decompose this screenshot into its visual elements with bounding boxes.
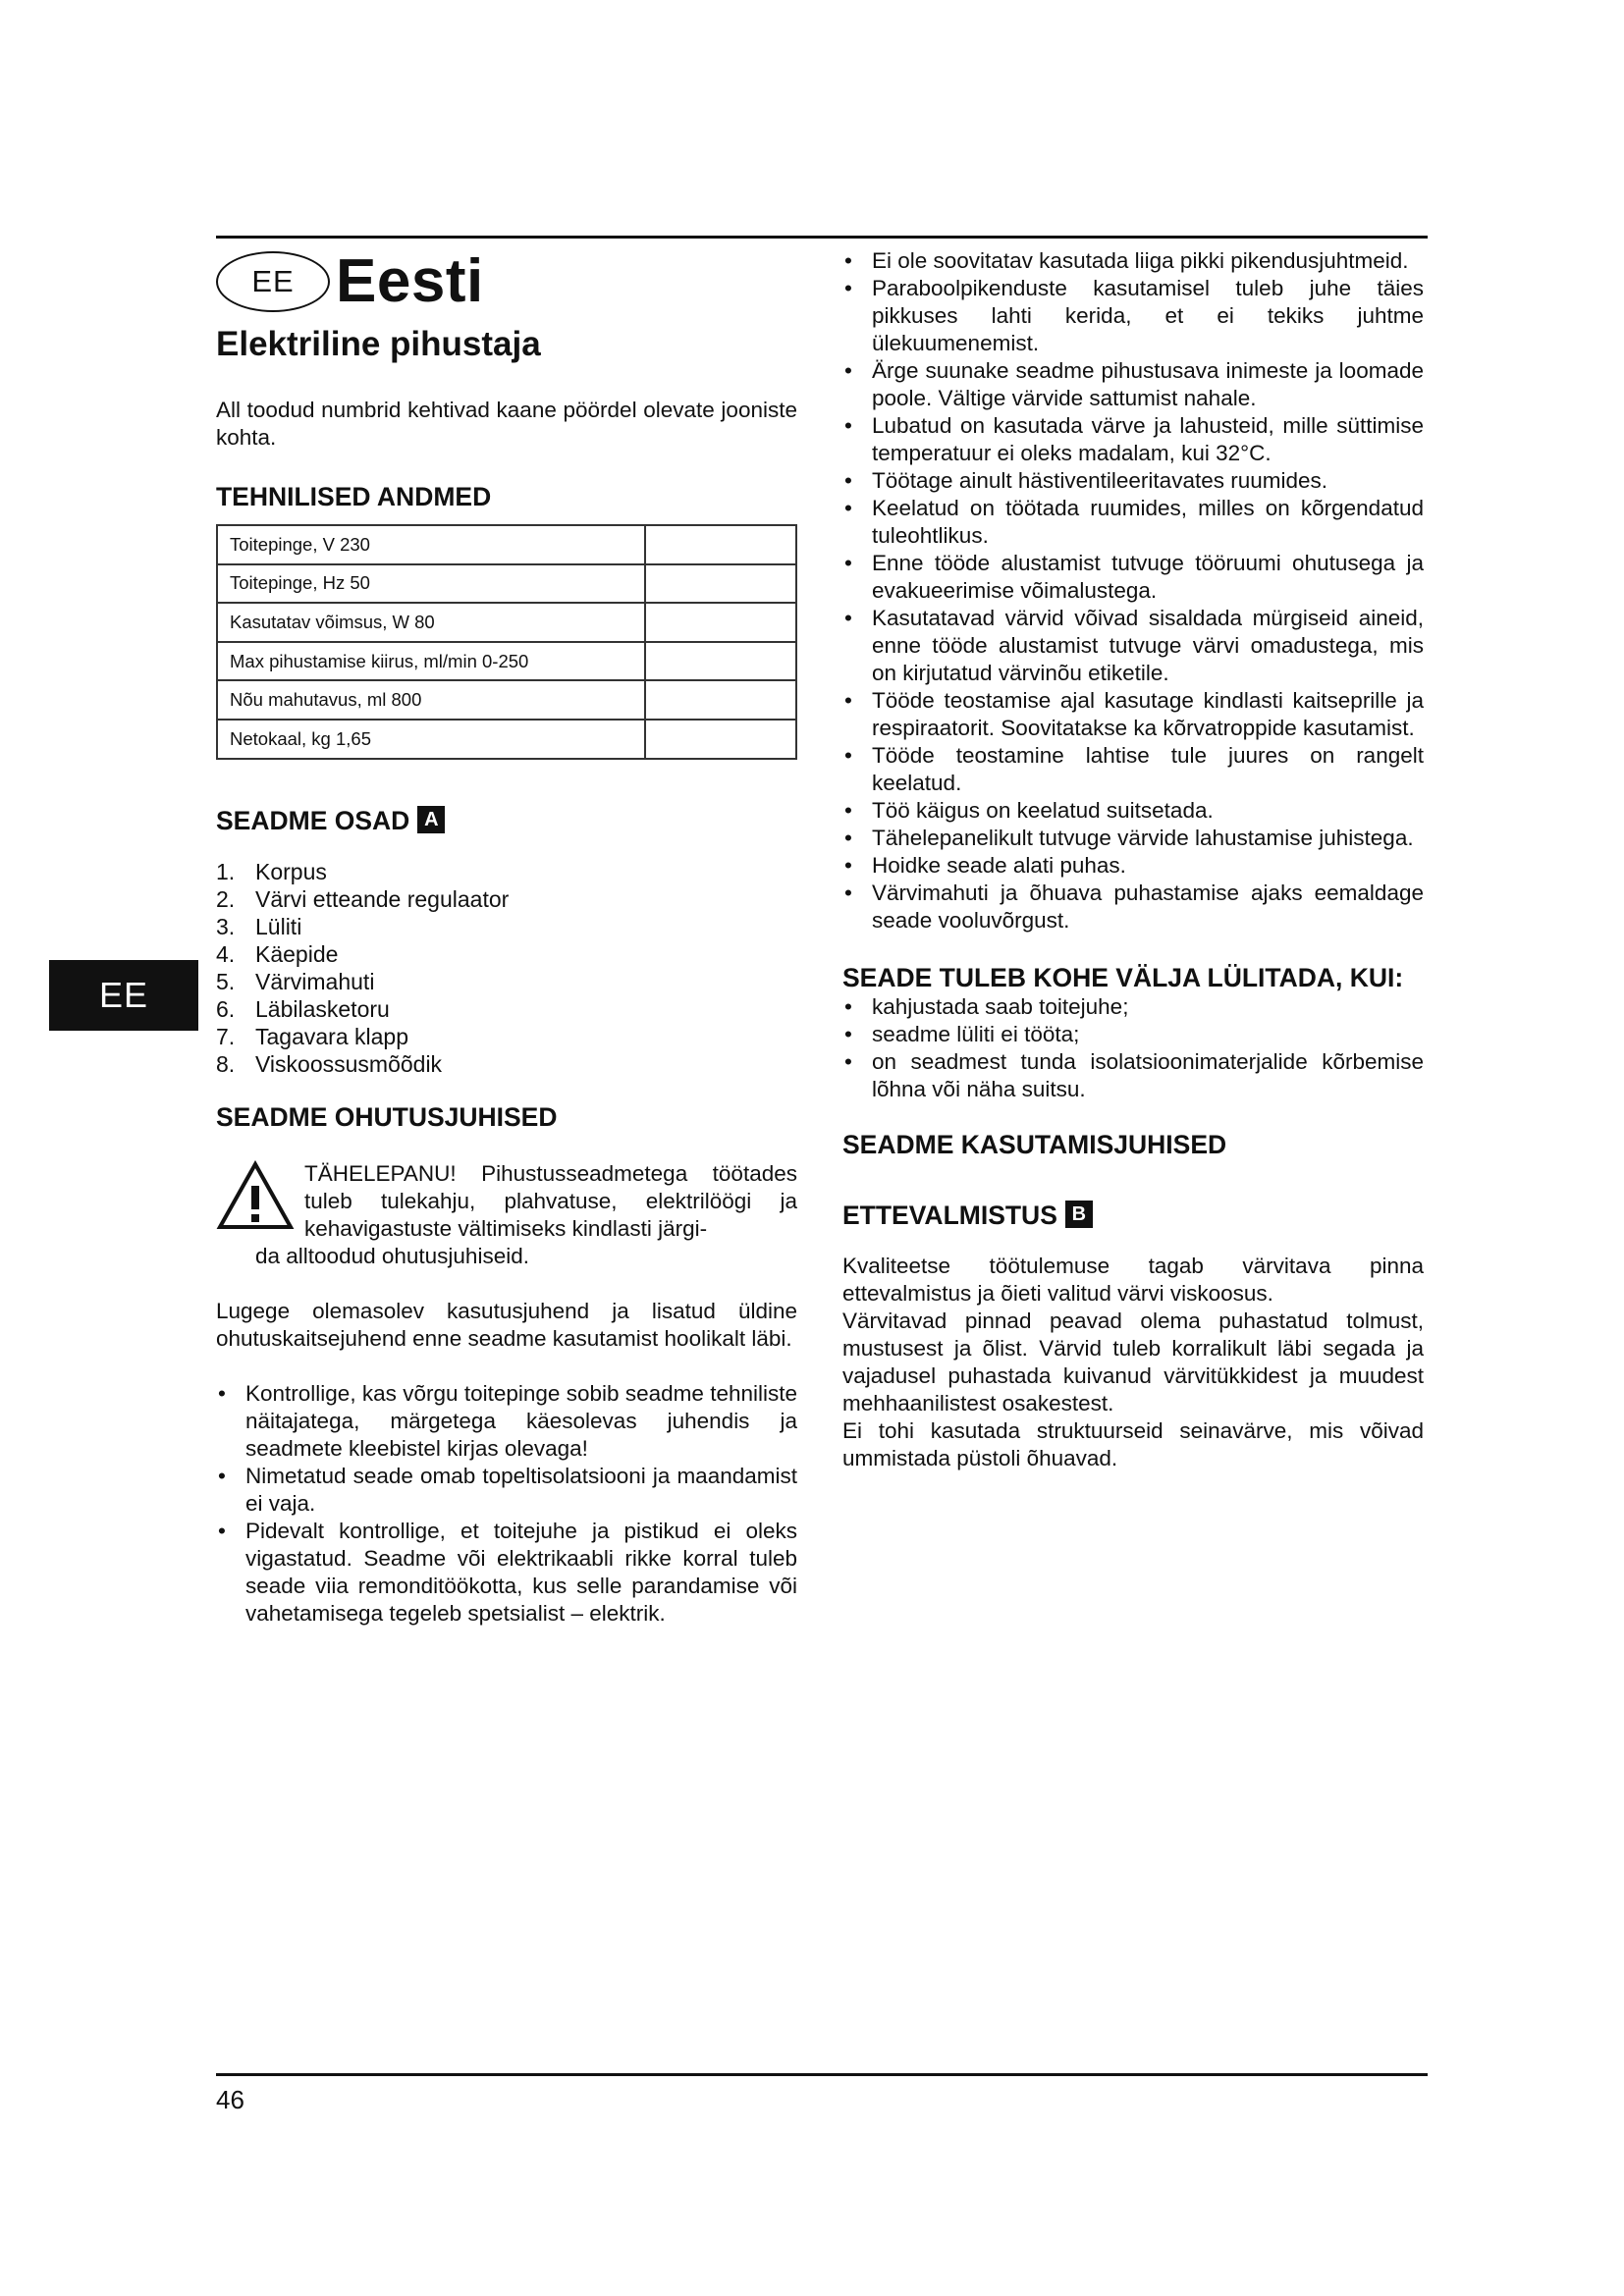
prep-paragraph: Kvaliteetse töötulemuse tagab värvitava pinna ettevalmistus ja õieti valitud värvi viskoosus.	[842, 1254, 1424, 1306]
list-item: 2. Värvi etteande regulaator	[216, 885, 510, 912]
list-item: • kahjustada saab toitejuhe;	[842, 993, 1424, 1021]
list-item: • Keelatud on töötada ruumides, milles on kõrgendatud tuleohtlikus.	[842, 495, 1424, 550]
spec-cell: Max pihustamise kiirus, ml/min 0-250	[217, 642, 645, 681]
spec-empty-cell	[645, 642, 796, 681]
page-number: 46	[216, 2085, 244, 2114]
list-item: • Hoidke seade alati puhas.	[842, 852, 1424, 880]
spec-empty-cell	[645, 525, 796, 564]
list-item: • Lubatud on kasutada värve ja lahusteid, mille süttimise temperatuur ei oleks madalam, kui 32°C.	[842, 412, 1424, 467]
spec-empty-cell	[645, 564, 796, 604]
list-item: • Ei ole soovitatav kasutada liiga pikki pikendusjuhtmeid.	[842, 247, 1424, 275]
specs-table	[216, 524, 797, 760]
list-item: • Töö käigus on keelatud suitsetada.	[842, 797, 1424, 825]
list-item: • Tööde teostamise ajal kasutage kindlasti kaitseprille ja respiraatorit. Soovitatakse ka kõrvatroppide kasutamist.	[842, 687, 1424, 742]
prep-heading	[842, 1200, 1424, 1231]
list-item: • Ärge suunake seadme pihustusava inimeste ja loomade poole. Vältige värvide sattumist nahale.	[842, 357, 1424, 412]
safety-heading: SEADME OHUTUSJUHISED	[216, 1101, 558, 1132]
intro-text: All toodud numbrid kehtivad kaane pöördel olevate jooniste kohta.	[216, 398, 797, 450]
bottom-rule	[216, 2073, 1428, 2076]
safety-list-right	[842, 247, 1424, 934]
list-item: • seadme lüliti ei tööta;	[842, 1021, 1424, 1048]
spec-cell: Toitepinge, V 230	[217, 525, 645, 564]
safety-list-left	[216, 1380, 797, 1628]
list-item: • on seadmest tunda isolatsioonimaterjalide kõrbemise lõhna või näha suitsu.	[842, 1048, 1424, 1103]
spec-cell: Netokaal, kg 1,65	[217, 720, 645, 759]
document-title: Elektriline pihustaja	[216, 325, 541, 363]
list-item: • Pidevalt kontrollige, et toitejuhe ja pistikud ei oleks vigastatud. Seadme või elektrikaabli rikke korral tuleb seade viia remonditöökotta, kus selle parandamise või vahetamisega tegeleb spetsialist – elektrik.	[216, 1518, 797, 1628]
warning-text-tail: da alltoodud ohutusjuhiseid.	[255, 1243, 529, 1268]
figure-badge-b: B	[1065, 1201, 1093, 1228]
warning-block	[216, 1160, 797, 1243]
language-code-oval: EE	[216, 251, 330, 312]
list-item: • Kasutatavad värvid võivad sisaldada mürgiseid aineid, enne tööde alustamist tutvuge värvi omadustega, mis on kirjutatud värvinõu etiketile.	[842, 605, 1424, 687]
language-name: Eesti	[336, 247, 484, 315]
table-row	[217, 564, 796, 604]
parts-heading-text: SEADME OSAD	[216, 805, 410, 835]
list-item: • Nimetatud seade omab topeltisolatsiooni ja maandamist ei vaja.	[216, 1463, 797, 1518]
list-item: • Töötage ainult hästiventileeritavates ruumides.	[842, 467, 1424, 495]
spec-cell: Toitepinge, Hz 50	[217, 564, 645, 604]
spec-cell: Nõu mahutavus, ml 800	[217, 680, 645, 720]
spec-cell: Kasutatav võimsus, W 80	[217, 603, 645, 642]
table-row	[217, 680, 796, 720]
parts-heading	[216, 805, 797, 836]
usage-heading: SEADME KASUTAMISJUHISED	[842, 1130, 1227, 1159]
list-item: 5. Värvimahuti	[216, 968, 375, 994]
table-row	[217, 642, 796, 681]
language-header	[216, 247, 797, 316]
spec-empty-cell	[645, 680, 796, 720]
warning-triangle-icon	[216, 1160, 304, 1243]
spec-empty-cell	[645, 603, 796, 642]
list-item: • Tööde teostamine lahtise tule juures on rangelt keelatud.	[842, 742, 1424, 797]
warning-text: TÄHELEPANU! Pihustusseadmetega töötades tuleb tulekahju, plahvatuse, elektrilöögi ja kehavigastuste vältimiseks kindlasti järgi-	[304, 1160, 797, 1241]
figure-badge-a: A	[417, 806, 445, 833]
language-side-tab: EE	[49, 960, 198, 1031]
list-item: 3. Lüliti	[216, 913, 302, 939]
switch-off-list	[842, 993, 1424, 1103]
list-item: • Paraboolpikenduste kasutamisel tuleb juhe täies pikkuses lahti kerida, et ei tekiks juhtme ülekuumenemist.	[842, 275, 1424, 357]
table-row	[217, 603, 796, 642]
list-item: • Värvimahuti ja õhuava puhastamise ajaks eemaldage seade vooluvõrgust.	[842, 880, 1424, 934]
specs-heading: TEHNILISED ANDMED	[216, 482, 492, 511]
list-item: 7. Tagavara klapp	[216, 1023, 408, 1049]
parts-list	[216, 858, 797, 1078]
table-row	[217, 720, 796, 759]
spec-empty-cell	[645, 720, 796, 759]
list-item: • Tähelepanelikult tutvuge värvide lahustamise juhistega.	[842, 825, 1424, 852]
left-column	[216, 247, 797, 1628]
switch-off-heading: SEADE TULEB KOHE VÄLJA LÜLITADA, KUI:	[842, 963, 1404, 992]
list-item: 8. Viskoossusmõõdik	[216, 1050, 443, 1077]
list-item: 6. Läbilasketoru	[216, 995, 390, 1022]
right-column	[842, 247, 1424, 1472]
prep-paragraph: Värvitavad pinnad peavad olema puhastatud tolmust, mustusest ja õlist. Värvid tuleb korralikult läbi segada ja vajadusel puhastada kuivanud värvitükkidest ja muudest mehhaanilistest osakestest.	[842, 1308, 1424, 1415]
read-manual-text: Lugege olemasolev kasutusjuhend ja lisatud üldine ohutuskaitsejuhend enne seadme kasutamist hoolikalt läbi.	[216, 1298, 797, 1351]
list-item: • Kontrollige, kas võrgu toitepinge sobib seadme tehniliste näitajatega, märgetega käesolevas juhendis ja seadmete kleebistel kirjas olevaga!	[216, 1380, 797, 1463]
table-row	[217, 525, 796, 564]
prep-text	[842, 1253, 1424, 1472]
prep-heading-text: ETTEVALMISTUS	[842, 1201, 1057, 1230]
list-item: 4. Käepide	[216, 940, 339, 967]
top-rule	[216, 236, 1428, 239]
prep-paragraph: Ei tohi kasutada struktuurseid seinavärve, mis võivad ummistada püstoli õhuavad.	[842, 1418, 1424, 1470]
list-item: • Enne tööde alustamist tutvuge tööruumi ohutusega ja evakueerimise võimalustega.	[842, 550, 1424, 605]
list-item: 1. Korpus	[216, 858, 327, 884]
